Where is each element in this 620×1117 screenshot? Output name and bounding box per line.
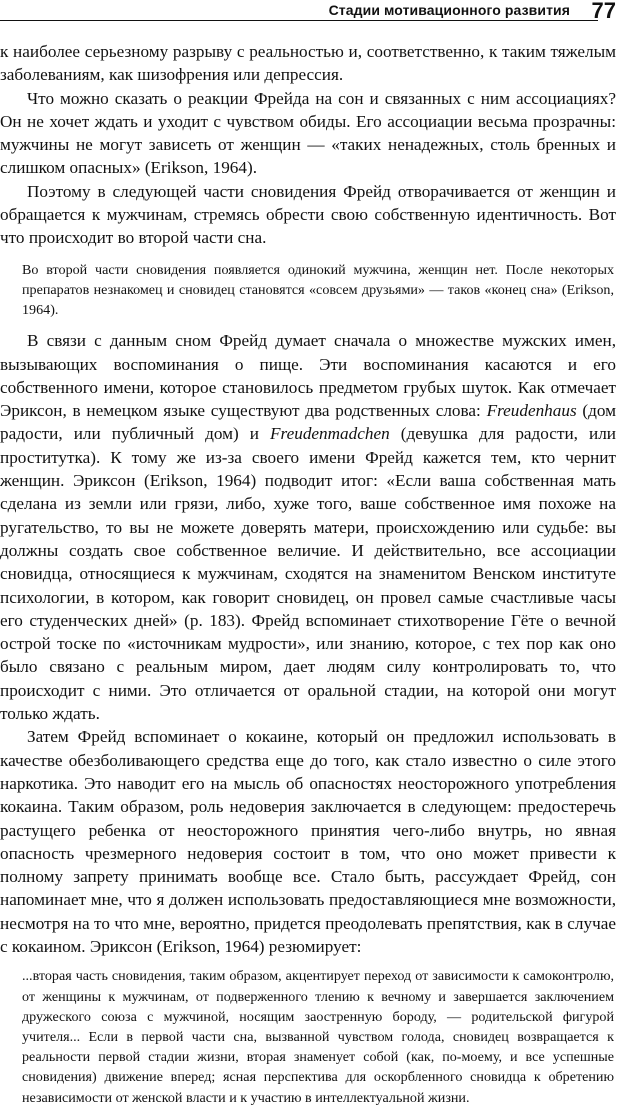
paragraph-4-part-c: (девушка для радости, или проститутка). К тому же из-за своего имени Фрейд кажется тем, кто чернит женщин. Эриксон (Erikson, 1964) подводит итог: «Если ваша собственная мать сделана из земли или грязи, либо, хуже того, ваше собственное имя похоже на ругательство, то вы не можете доверять матери, происхождению или судьбе: вы должны создать свое собственное величие. И действительно, все ассоциации сновидца, относящиеся к мужчинам, сходятся на знаменитом Венском институте психологии, в котором, как говорит сновидец, он провел самые счастливые часы его студенческих дней» (р. 183). Фрейд вспоминает стихотворение Гёте о вечной острой тоске по «источникам мудрости», или знанию, которое, с тех пор как оно было связано с реальным миром, дает людям силу контролировать то, что происходит с ними. Это отличается от оральной стадии, на которой они могут только ждать. [0, 424, 616, 724]
block-quote-2: ...вторая часть сновидения, таким образом, акцентирует переход от зависимости к самоконтролю, от женщины к мужчинам, от подверженного тлению к вечному и завершается заключением дружеского союза с мужчиной, носящим заостренную бороду, — родительской фигурой учителя... Если в первой части сна, вызванной чувством голода, сновидец возвращается к реальности первой стадии жизни, вторая знаменует собой (как, по-моему, и все успешные сновидения) движение вперед; ясная перспектива для оскорбленного сновидца к обретению независимости от женской власти и к участию в интеллектуальной жизни. [22, 968, 614, 1106]
running-title: Стадии мотивационного развития [328, 2, 570, 18]
term-freudenhaus: Freudenhaus [486, 401, 577, 421]
block-quote-1: Во второй части сновидения появляется одинокий мужчина, женщин нет. После некоторых препаратов незнакомец и сновидец становятся «совсем друзьями» — таков «конец сна» (Erikson, 1964). [22, 261, 614, 319]
paragraph-4-part-a: В связи с данным сном Фрейд думает сначала о множестве мужских имен, вызывающих воспоминания о пище. Эти воспоминания касаются и его собственного имени, которое становилось предметом грубых шуток. Как отмечает Эриксон, в немецком языке существуют два родственных слова: [0, 331, 616, 421]
page-header [0, 0, 620, 26]
paragraph-4 [0, 329, 616, 725]
paragraph-2: Что можно сказать о реакции Фрейда на сон и связанных с ним ассоциациях? Он не хочет ждать и уходит с чувством обиды. Его ассоциации весьма прозрачны: мужчины не могут зависеть от женщин — «таких ненадежных, столь бренных и слишком опасных» (Erikson, 1964). [0, 88, 616, 178]
paragraph-1: к наиболее серьезному разрыву с реальностью и, соответственно, к таким тяжелым заболеваниям, как шизофрения или депрессия. [0, 42, 616, 85]
paragraph-5: Затем Фрейд вспоминает о кокаине, который он предложил использовать в качестве обезболивающего средства еще до того, как стало известно о силе этого наркотика. Это наводит его на мысль об опасностях неосторожного употребления кокаина. Таким образом, роль недоверия заключается в следующем: предостеречь растущего ребенка от неосторожного принятия чего-либо внутрь, но явная опасность чрезмерного недоверия состоит в том, что оно может привести к полному запрету принимать вообще все. Стало быть, рассуждает Фрейд, сон напоминает мне, что я должен использовать предоставляющиеся мне возможности, несмотря на то что мне, вероятно, придется преодолевать препятствия, как в случае с кокаином. Эриксон (Erikson, 1964) резюмирует: [0, 727, 616, 956]
paragraph-4-part-b: (дом радости, или публичный дом) и [0, 401, 616, 444]
page-body [0, 40, 616, 1117]
page-number: 77 [591, 0, 616, 23]
term-freudenmadchen: Freudenmadchen [270, 424, 390, 444]
header-rule [0, 20, 598, 21]
paragraph-3: Поэтому в следующей части сновидения Фрейд отворачивается от женщин и обращается к мужчинам, стремясь обрести свою собственную идентичность. Вот что происходит во второй части сна. [0, 181, 616, 248]
